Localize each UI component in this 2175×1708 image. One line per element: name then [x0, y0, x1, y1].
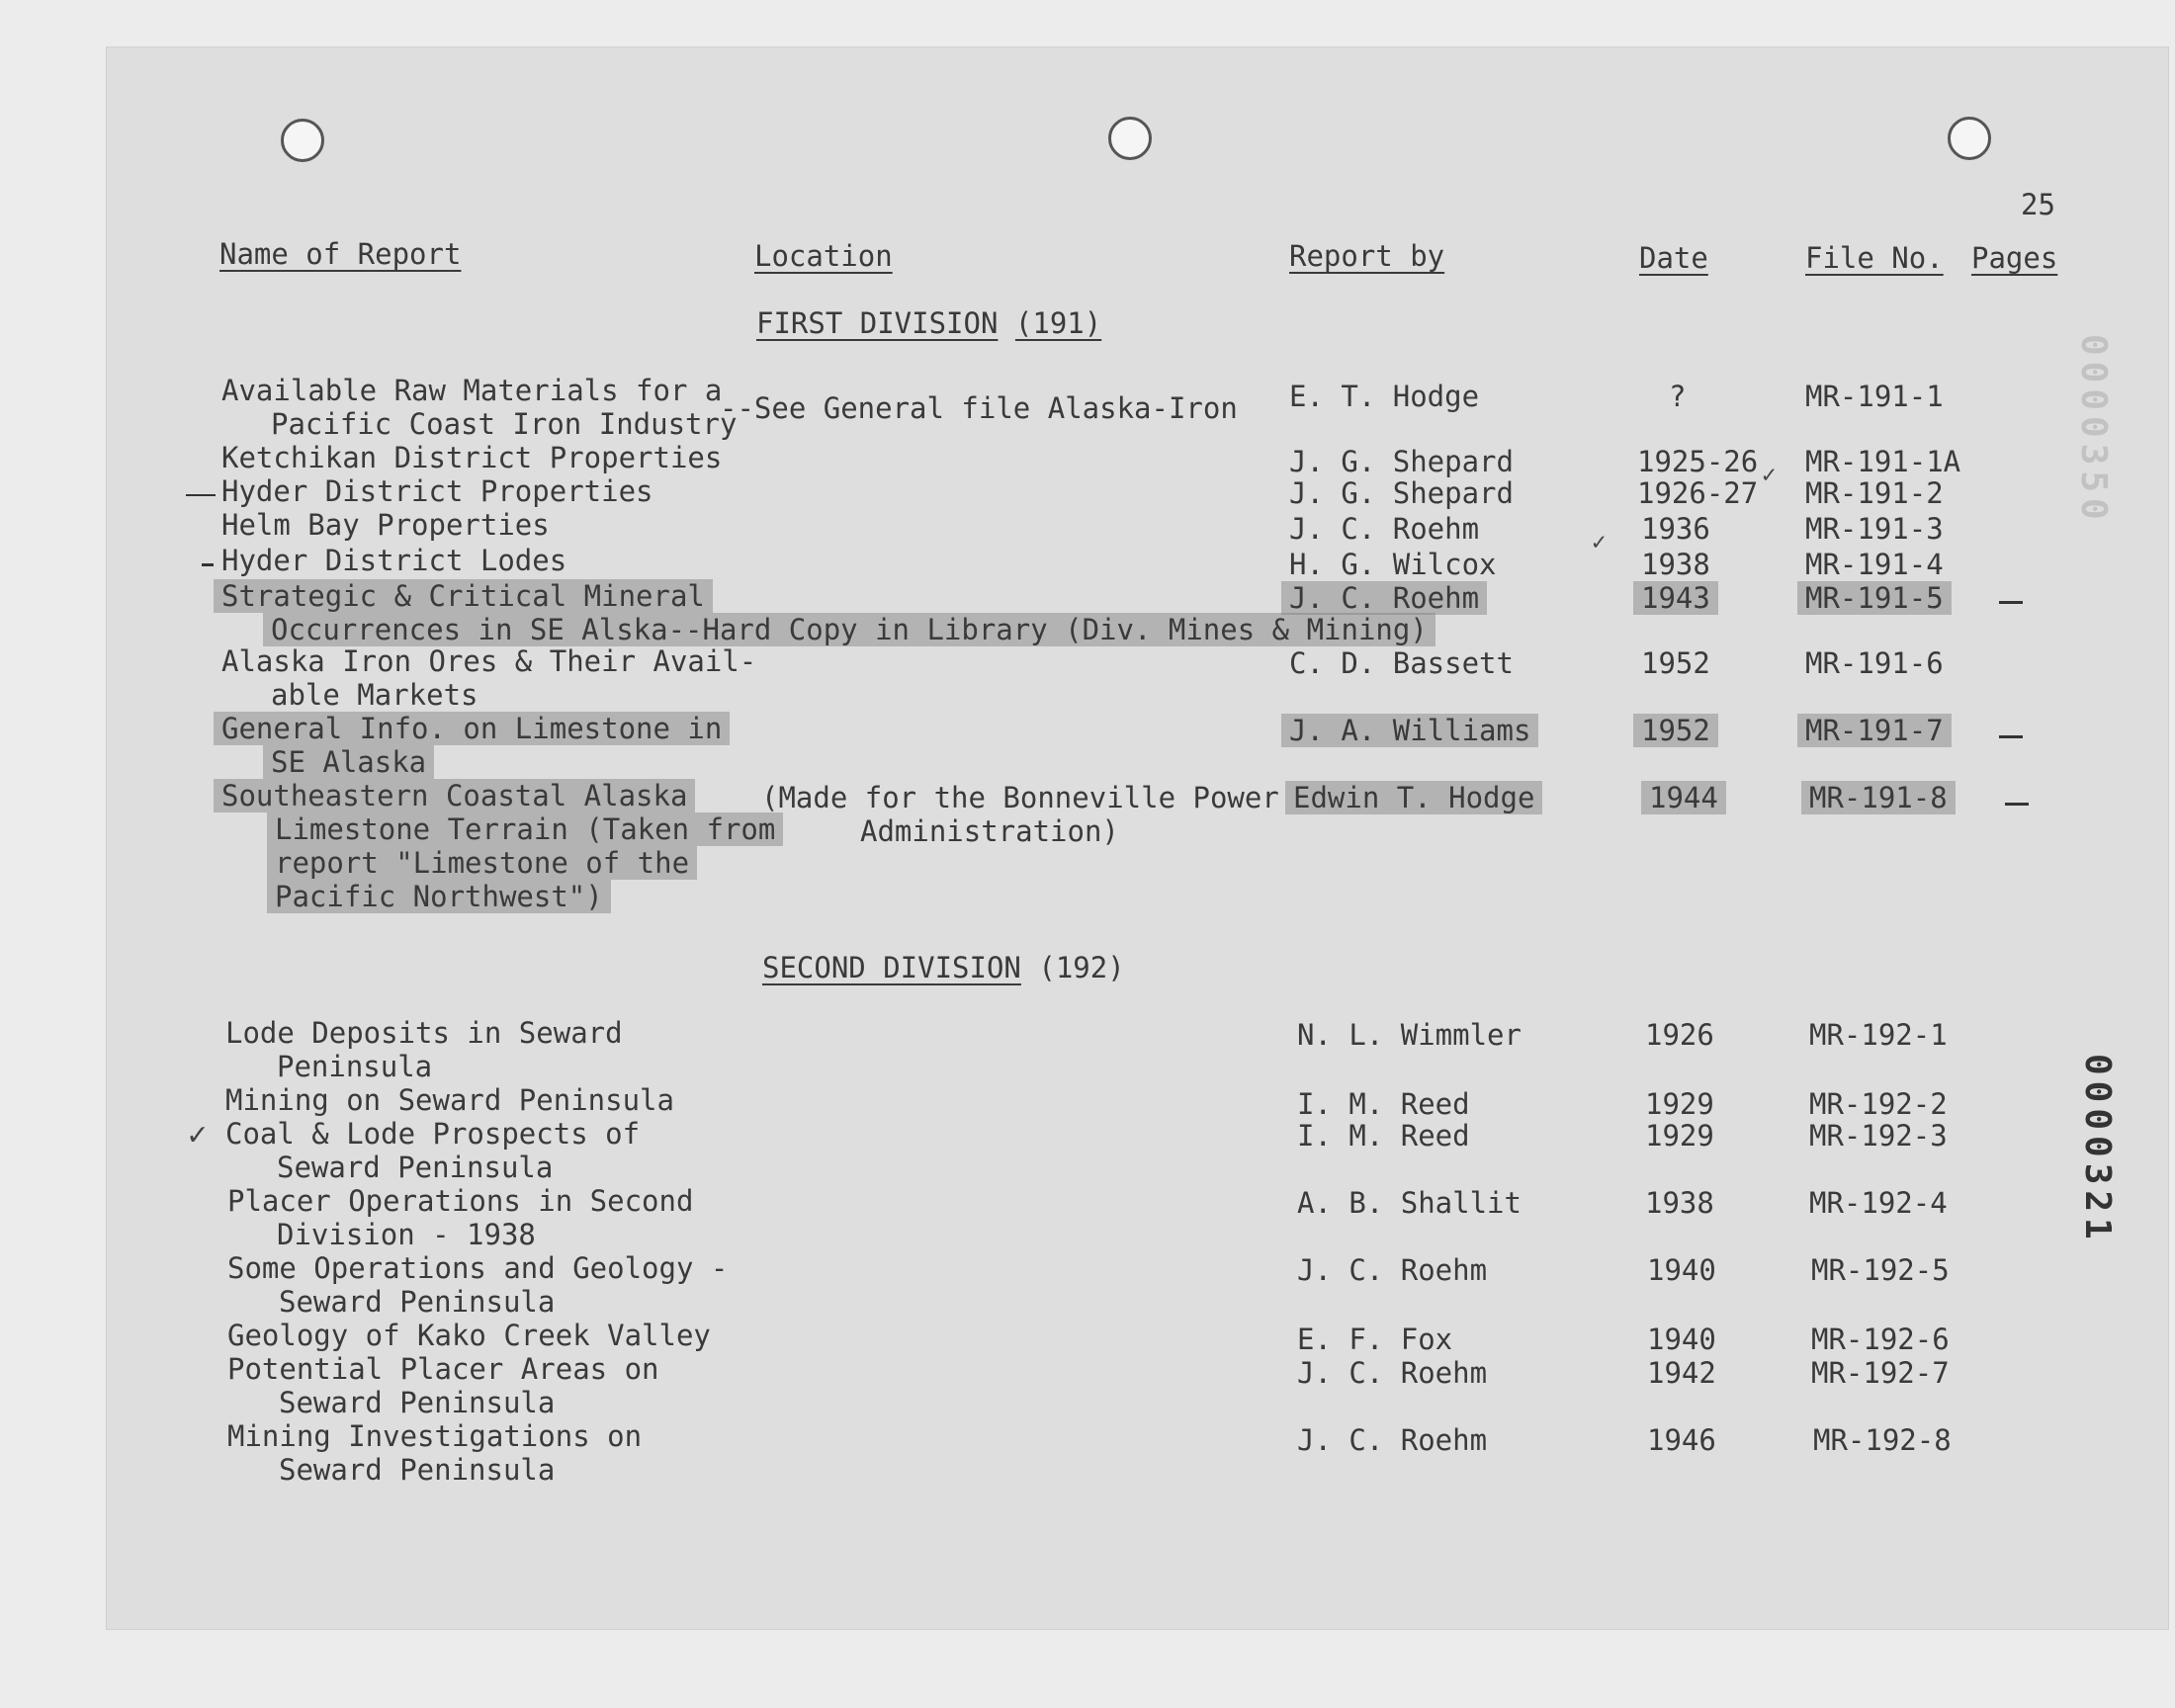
report-author: J. G. Shepard: [1289, 445, 1514, 478]
header-file-no: File No.: [1805, 241, 1944, 275]
pages-mark: [1999, 601, 2023, 604]
report-author: Edwin T. Hodge: [1285, 781, 1542, 814]
report-name: Geology of Kako Creek Valley: [227, 1319, 711, 1352]
report-date: 1946: [1647, 1423, 1716, 1457]
report-author: I. M. Reed: [1297, 1119, 1470, 1153]
report-author: J. C. Roehm: [1297, 1356, 1488, 1390]
report-file-no: MR-191-2: [1805, 476, 1944, 510]
document-page: [107, 47, 2168, 1629]
report-author: J. C. Roehm: [1297, 1253, 1488, 1287]
header-report-by: Report by: [1289, 239, 1445, 273]
report-name: Seward Peninsula: [279, 1386, 556, 1419]
report-author: J. A. Williams: [1281, 714, 1538, 747]
report-name: Some Operations and Geology -: [227, 1251, 729, 1285]
doc-stamp-number: 0000321: [2077, 1054, 2118, 1245]
report-name: Pacific Northwest"): [267, 880, 611, 913]
margin-dash-mark: [202, 563, 214, 566]
header-location: Location: [754, 239, 893, 273]
report-file-no: MR-192-1: [1809, 1018, 1948, 1052]
report-name: Seward Peninsula: [277, 1151, 554, 1184]
pages-mark: [2005, 803, 2029, 806]
report-author: C. D. Bassett: [1289, 646, 1514, 680]
report-name: Lode Deposits in Seward: [225, 1016, 623, 1050]
report-name: Potential Placer Areas on: [227, 1352, 659, 1386]
report-date: 1925-26: [1637, 445, 1759, 478]
report-location: --See General file Alaska-Iron: [720, 391, 1238, 425]
report-name: report "Limestone of the: [267, 846, 697, 880]
section-heading: SECOND DIVISION (192): [762, 951, 1125, 984]
report-name: Hyder District Properties: [221, 474, 653, 508]
report-date: 1936: [1641, 512, 1710, 546]
report-date: 1929: [1645, 1119, 1714, 1153]
report-date: 1952: [1641, 646, 1710, 680]
report-date: 1926: [1645, 1018, 1714, 1052]
section-heading: FIRST DIVISION (191): [756, 306, 1102, 340]
report-file-no: MR-192-4: [1809, 1186, 1948, 1220]
report-name: Helm Bay Properties: [221, 508, 550, 542]
page-number: 25: [2021, 188, 2055, 221]
report-name: General Info. on Limestone in: [214, 712, 730, 745]
report-name: Alaska Iron Ores & Their Avail-: [221, 644, 757, 678]
report-author: J. C. Roehm: [1289, 512, 1480, 546]
pages-mark: [1999, 735, 2023, 738]
punch-hole-right: [1948, 117, 1991, 160]
report-date: ?: [1669, 380, 1687, 413]
report-date: 1943: [1633, 581, 1718, 615]
report-name: Peninsula: [277, 1050, 433, 1083]
report-file-no: MR-191-1A: [1805, 445, 1961, 478]
report-file-no: MR-191-4: [1805, 548, 1944, 581]
report-name: SE Alaska: [263, 745, 434, 779]
report-name: Hyder District Lodes: [221, 544, 567, 577]
header-pages: Pages: [1971, 241, 2058, 275]
faint-stamp-number: 0000350: [2073, 334, 2114, 526]
report-author: J. C. Roehm: [1281, 581, 1487, 615]
report-name: Mining on Seward Peninsula: [225, 1083, 674, 1117]
report-name: Seward Peninsula: [279, 1285, 556, 1319]
report-location: (Made for the Bonneville Power: [761, 781, 1279, 814]
report-file-no: MR-191-7: [1797, 714, 1952, 747]
header-date: Date: [1639, 241, 1708, 275]
report-file-no: MR-191-5: [1797, 581, 1952, 615]
check-mark-icon: ✓: [1592, 528, 1607, 555]
report-author: J. C. Roehm: [1297, 1423, 1488, 1457]
report-name: Division - 1938: [277, 1218, 536, 1251]
punch-hole-center: [1108, 117, 1152, 160]
report-name: Pacific Coast Iron Industry: [271, 407, 738, 441]
report-name: Available Raw Materials for a: [221, 374, 723, 407]
report-name: able Markets: [271, 678, 478, 712]
report-name: Ketchikan District Properties: [221, 441, 723, 474]
report-date: 1952: [1633, 714, 1718, 747]
report-file-no: MR-191-6: [1805, 646, 1944, 680]
report-file-no: MR-191-3: [1805, 512, 1944, 546]
report-author: I. M. Reed: [1297, 1087, 1470, 1121]
margin-dash-mark: [186, 494, 216, 496]
report-author: E. T. Hodge: [1289, 380, 1480, 413]
report-file-no: MR-192-5: [1811, 1253, 1950, 1287]
report-author: A. B. Shallit: [1297, 1186, 1522, 1220]
report-file-no: MR-192-3: [1809, 1119, 1948, 1153]
report-name: Occurrences in SE Alska--Hard Copy in Library (Div. Mines & Mining): [263, 613, 1436, 646]
report-author: N. L. Wimmler: [1297, 1018, 1522, 1052]
report-name: Placer Operations in Second: [227, 1184, 694, 1218]
report-file-no: MR-192-7: [1811, 1356, 1950, 1390]
report-date: 1938: [1641, 548, 1710, 581]
report-date: 1938: [1645, 1186, 1714, 1220]
report-date: 1929: [1645, 1087, 1714, 1121]
report-date: 1940: [1647, 1323, 1716, 1356]
punch-hole-left: [281, 119, 324, 162]
report-location: Administration): [860, 814, 1119, 848]
report-file-no: MR-191-8: [1801, 781, 1956, 814]
header-name-of-report: Name of Report: [219, 237, 462, 271]
report-file-no: MR-192-8: [1813, 1423, 1952, 1457]
report-date: 1940: [1647, 1253, 1716, 1287]
report-author: J. G. Shepard: [1289, 476, 1514, 510]
report-name: Mining Investigations on: [227, 1419, 643, 1453]
report-file-no: MR-192-6: [1811, 1323, 1950, 1356]
report-name: Strategic & Critical Mineral: [214, 579, 713, 613]
report-date: 1944: [1641, 781, 1726, 814]
report-name: Coal & Lode Prospects of: [225, 1117, 641, 1151]
report-name: Limestone Terrain (Taken from: [267, 812, 783, 846]
report-date: 1926-27: [1637, 476, 1759, 510]
report-author: H. G. Wilcox: [1289, 548, 1497, 581]
report-file-no: MR-192-2: [1809, 1087, 1948, 1121]
report-date: 1942: [1647, 1356, 1716, 1390]
check-mark-icon: ✓: [1762, 461, 1777, 488]
check-mark-icon: ✓: [188, 1115, 208, 1153]
report-name: Southeastern Coastal Alaska: [214, 779, 695, 812]
report-name: Seward Peninsula: [279, 1453, 556, 1487]
report-author: E. F. Fox: [1297, 1323, 1453, 1356]
report-file-no: MR-191-1: [1805, 380, 1944, 413]
